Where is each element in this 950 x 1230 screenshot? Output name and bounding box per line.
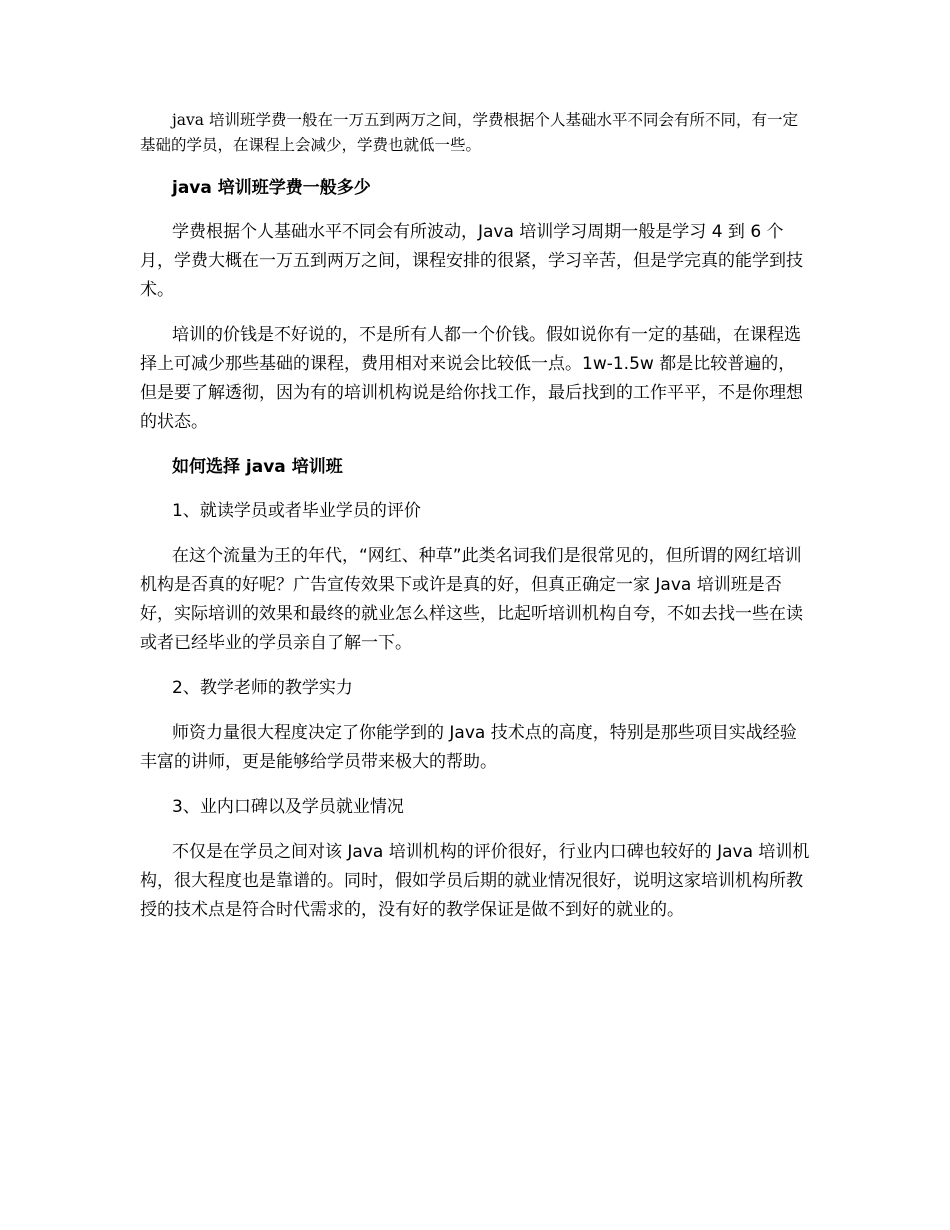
paragraph-pricing: 培训的价钱是不好说的，不是所有人都一个价钱。假如说你有一定的基础，在课程选择上可减少那些基础的课程，费用相对来说会比较低一点。1w-1.5w 都是比较普遍的，但是要了解透彻，因为有的培训机构说是给你找工作，最后找到的工作平平，不是你理想的状态。 bbox=[140, 325, 803, 432]
document-body bbox=[140, 108, 812, 941]
intro-paragraph: java 培训班学费一般在一万五到两万之间，学费根据个人基础水平不同会有所不同，有一定基础的学员，在课程上会减少，学费也就低一些。 bbox=[140, 111, 798, 154]
list-item-reputation: 3、业内口碑以及学员就业情况 bbox=[172, 797, 404, 817]
section-heading-tuition: java 培训班学费一般多少 bbox=[172, 178, 371, 198]
paragraph-teachers: 师资力量很大程度决定了你能学到的 Java 技术点的高度，特别是那些项目实战经验丰富的讲师，更是能够给学员带来极大的帮助。 bbox=[140, 723, 797, 772]
paragraph-reputation: 不仅是在学员之间对该 Java 培训机构的评价很好，行业内口碑也较好的 Java 培训机构，很大程度也是靠谱的。同时，假如学员后期的就业情况很好，说明这家培训机构所教授的技术点是符合时代需求的，没有好的教学保证是做不到好的就业的。 bbox=[140, 842, 810, 920]
list-item-teachers: 2、教学老师的教学实力 bbox=[172, 678, 353, 698]
paragraph-reviews: 在这个流量为王的年代，“网红、种草”此类名词我们是很常见的，但所谓的网红培训机构是否真的好呢？广告宣传效果下或许是真的好，但真正确定一家 Java 培训班是否好，实际培训的效果和最终的就业怎么样这些，比起听培训机构自夸，不如去找一些在读或者已经毕业的学员亲自了解一下。 bbox=[140, 546, 803, 653]
list-item-reviews: 1、就读学员或者毕业学员的评价 bbox=[172, 501, 421, 521]
paragraph-tuition-range: 学费根据个人基础水平不同会有所波动，Java 培训学习周期一般是学习 4 到 6 个月，学费大概在一万五到两万之间，课程安排的很紧，学习辛苦，但是学完真的能学到技术。 bbox=[140, 222, 803, 300]
section-heading-how-to-choose: 如何选择 java 培训班 bbox=[172, 457, 343, 477]
